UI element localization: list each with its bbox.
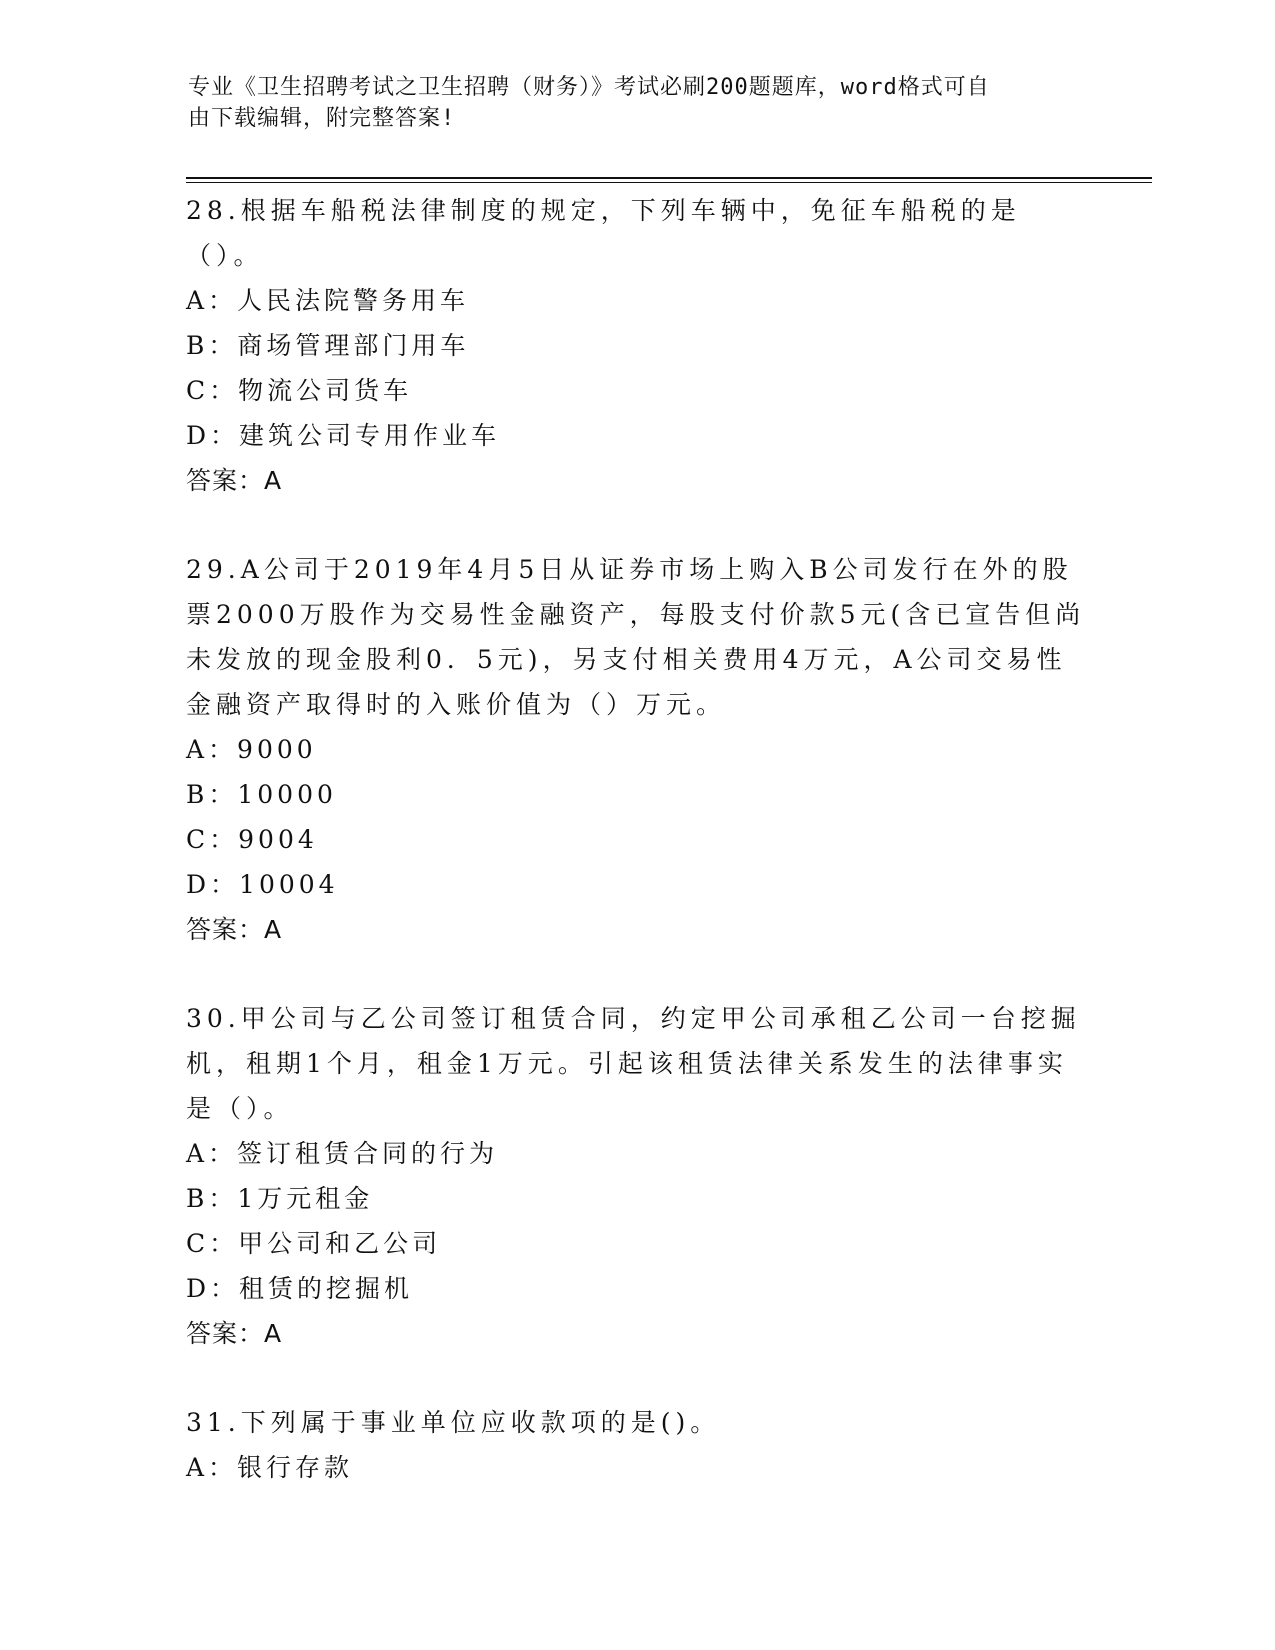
question-list [186, 188, 1086, 1490]
option-b: B：商场管理部门用车 [186, 331, 470, 360]
option-d: D：建筑公司专用作业车 [186, 421, 501, 450]
option-d: D：租赁的挖掘机 [186, 1274, 414, 1303]
option-b: B：10000 [186, 780, 337, 809]
header-divider [186, 177, 1152, 179]
header-line-2: 由下载编辑，附完整答案! [188, 106, 456, 131]
question-stem: 28.根据车船税法律制度的规定，下列车辆中，免征车船税的是（）。 [186, 196, 1021, 270]
option-a: A：人民法院警务用车 [186, 286, 470, 315]
option-a: A：9000 [186, 735, 317, 764]
question-stem: 30.甲公司与乙公司签订租赁合同，约定甲公司承租乙公司一台挖掘机，租期1个月，租金1万元。引起该租赁法律关系发生的法律事实是（）。 [186, 1004, 1081, 1123]
option-c: C：物流公司货车 [186, 376, 413, 405]
answer-line: 答案：A [186, 466, 283, 495]
option-a: A：银行存款 [186, 1453, 354, 1482]
document-header [188, 72, 1068, 134]
answer-line: 答案：A [186, 915, 283, 944]
question-stem: 31.下列属于事业单位应收款项的是()。 [186, 1408, 721, 1437]
question-30 [186, 996, 1086, 1356]
option-b: B：1万元租金 [186, 1184, 374, 1213]
question-31 [186, 1400, 1086, 1490]
header-line-1: 专业《卫生招聘考试之卫生招聘（财务）》考试必刷200题题库，word格式可自 [188, 75, 990, 100]
question-stem: 29.A公司于2019年4月5日从证券市场上购入B公司发行在外的股票2000万股作为交易性金融资产，每股支付价款5元(含已宣告但尚未发放的现金股利0．5元)，另支付相关费用4万元，A公司交易性金融资产取得时的入账价值为（）万元。 [186, 555, 1086, 719]
option-c: C：9004 [186, 825, 318, 854]
header-divider-thin [186, 182, 1152, 183]
answer-line: 答案：A [186, 1319, 283, 1348]
option-a: A：签订租赁合同的行为 [186, 1139, 499, 1168]
option-c: C：甲公司和乙公司 [186, 1229, 442, 1258]
question-29 [186, 547, 1086, 952]
question-28 [186, 188, 1086, 503]
option-d: D：10004 [186, 870, 339, 899]
